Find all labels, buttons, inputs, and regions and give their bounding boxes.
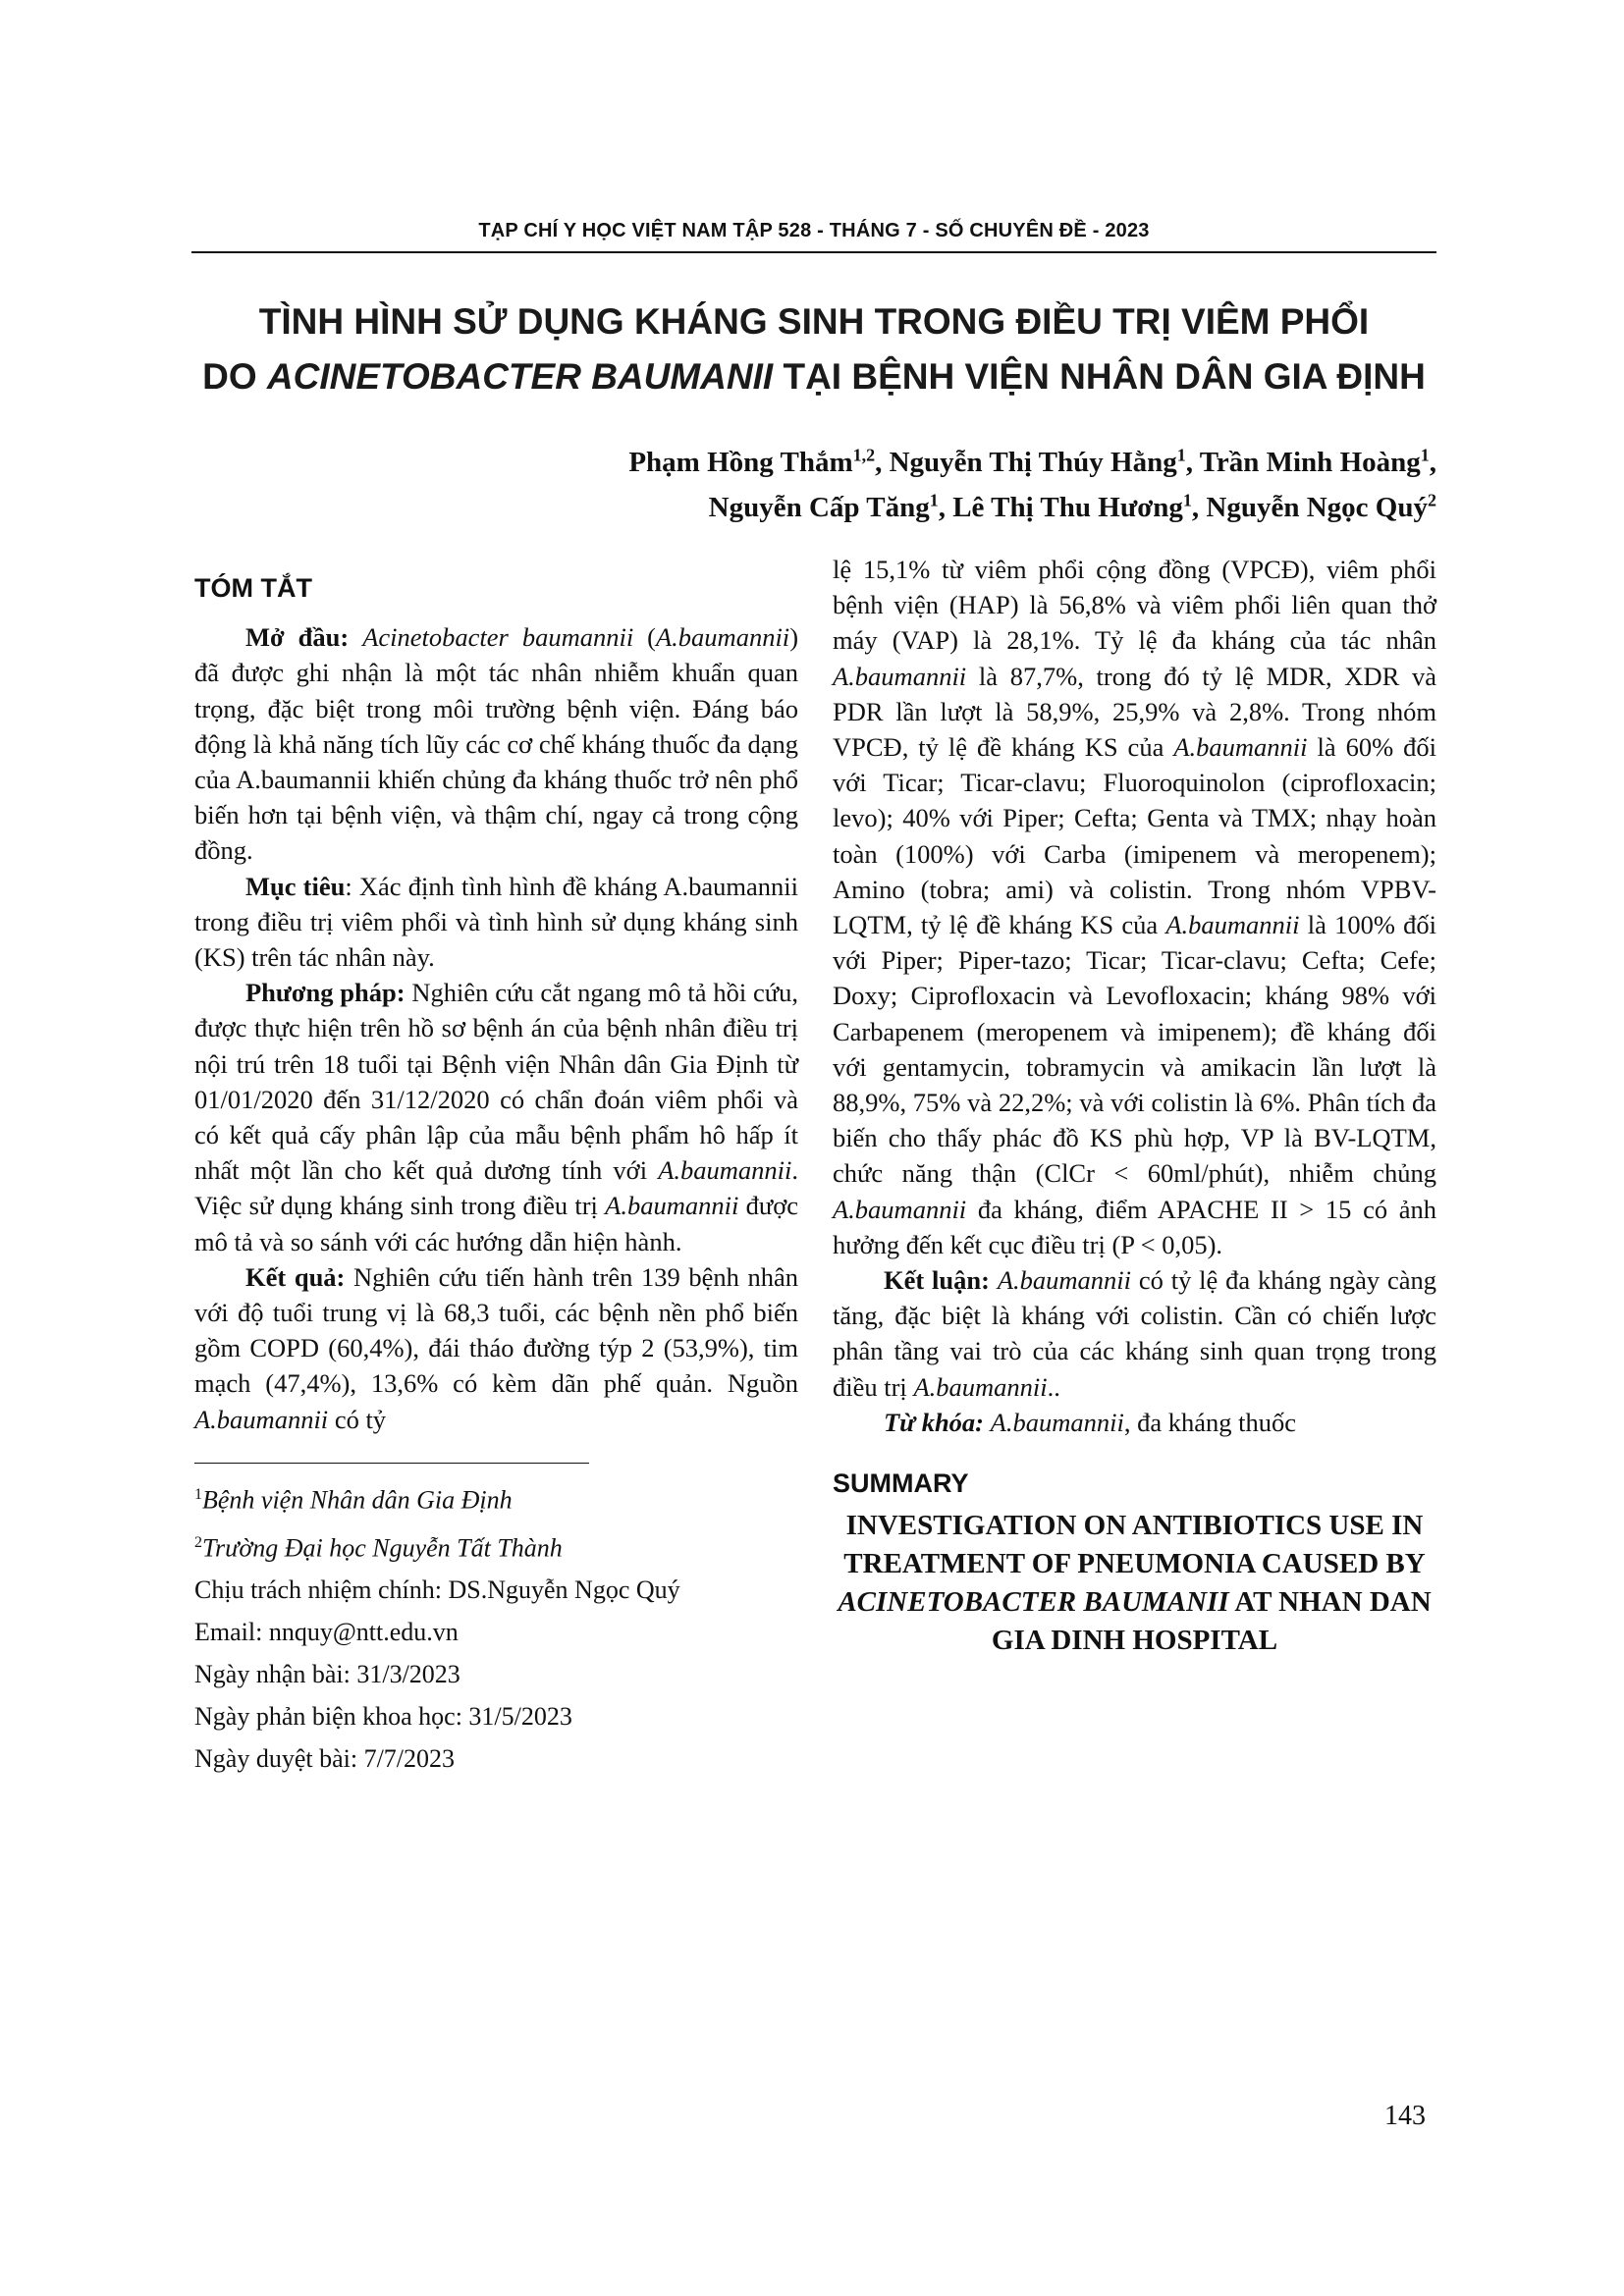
text-run (990, 1265, 998, 1295)
affil-1-text: Bệnh viện Nhân dân Gia Định (202, 1485, 513, 1515)
methods-text (194, 978, 798, 1255)
footnote-affil-1 (194, 1473, 798, 1522)
intro-paragraph (194, 619, 798, 868)
text-run: là 87,7%, trong đó tỷ lệ MDR, XDR và PDR lần lượt là 58,9%, 25,9% và 2,8%. Trong nhóm VPCĐ, tỷ lệ đề kháng KS của (833, 661, 1436, 763)
italic-term: A.baumannii (1165, 910, 1300, 940)
italic-term: A.baumannii (1173, 732, 1308, 763)
italic-term: A.baumannii (833, 661, 967, 691)
author-affil-sup: 1 (929, 490, 939, 510)
affil-1-sup: 1 (194, 1485, 202, 1503)
footnote-reviewed: Ngày phản biện khoa học: 31/5/2023 (194, 1702, 572, 1732)
affil-2-sup: 2 (194, 1533, 202, 1551)
title-line-2 (191, 349, 1436, 404)
keywords-paragraph (833, 1405, 1436, 1440)
italic-term: A.baumannii (833, 1194, 967, 1224)
author-affil-sup: 1 (1176, 445, 1186, 465)
text-run: lệ 15,1% từ viêm phổi cộng đồng (VPCĐ), viêm phổi bệnh viện (HAP) là 56,8% và viêm phổi liên quan thở máy (VAP) là 28,1%. Tỷ lệ đa kháng của tác nhân (833, 555, 1436, 656)
keywords-text (984, 1408, 1296, 1437)
author-affil-sup: 1 (1420, 445, 1430, 465)
intro-label: Mở đầu: (245, 622, 350, 653)
text-run: là 60% đối với Ticar; Ticar-clavu; Fluoroquinolon (ciprofloxacin; levo); 40% với Piper; Cefta; Genta và TMX; nhạy hoàn toàn (100%) với Carba (imipenem và meropenem); Amino (tobra; ami) và colistin. Trong nhóm VPBV-LQTM, tỷ lệ đề kháng KS của (833, 732, 1436, 940)
results-paragraph (194, 1259, 798, 1437)
left-column (194, 555, 798, 1780)
author-name: Nguyễn Thị Thúy Hằng (889, 447, 1177, 478)
text-run: có tỷ lệ đa kháng ngày càng tăng, đặc biệt là kháng với colistin. Cần có chiến lược phân tầng vai trò của các kháng sinh quan trọng trong điều trị (833, 1265, 1437, 1402)
intro-text (194, 622, 798, 865)
author-name: Nguyễn Cấp Tăng (708, 492, 930, 523)
text-run: , đa kháng thuốc (1123, 1407, 1296, 1437)
article-title (191, 294, 1436, 404)
italic-term: A.baumannii (997, 1265, 1132, 1296)
title-line-2-post: TẠI BỆNH VIỆN NHÂN DÂN GIA ĐỊNH (773, 356, 1426, 397)
author-affil-sup: 1,2 (852, 445, 876, 465)
conclusion-label: Kết luận: (884, 1265, 990, 1296)
author-separator: , (1429, 447, 1436, 478)
author-separator: , (1191, 492, 1207, 523)
text-run: là 100% đối với Piper; Piper-tazo; Ticar; Ticar-clavu; Cefta; Cefe; Doxy; Ciprofloxacin và Levofloxacin; kháng 98% với Carbapenem (meropenem và imipenem); đề kháng đối với gentamycin, tobramycin và amikacin lần lượt là 88,9%, 75% và 22,2%; và với colistin là 6%. Phân tích đa biến cho thấy phác đồ KS phù hợp, VP là BV-LQTM, chức năng thận (ClCr < 60ml/phút), nhiễm chủng (833, 910, 1436, 1189)
italic-term: Acinetobacter baumannii (362, 622, 634, 653)
italic-term: A.baumannii (913, 1371, 1048, 1402)
results-continued (833, 552, 1436, 1262)
author-affil-sup: 2 (1428, 490, 1436, 510)
right-column (833, 552, 1436, 1660)
italic-term: A.baumannii (605, 1191, 739, 1221)
text-run: đa kháng, điểm APACHE II > 15 có ảnh hưởng đến kết cục điều trị (P < 0,05). (833, 1194, 1436, 1259)
author-separator: , (875, 447, 890, 478)
text-run: được mô tả và so sánh với các hướng dẫn hiện hành. (194, 1191, 798, 1256)
text-run: có tỷ (328, 1404, 387, 1434)
text-run: INVESTIGATION ON ANTIBIOTICS USE IN TREATMENT OF PNEUMONIA CAUSED BY (843, 1510, 1426, 1580)
objective-label: Mục tiêu (245, 871, 346, 901)
italic-term: ACINETOBACTER BAUMANII (838, 1586, 1229, 1619)
footnote-corresponding: Chịu trách nhiệm chính: DS.Nguyễn Ngọc Quý (194, 1575, 680, 1605)
author-name: Phạm Hồng Thắm (628, 447, 853, 478)
page-number: 143 (1384, 2101, 1426, 2131)
author-list (191, 440, 1436, 530)
italic-term: A.baumannii (990, 1407, 1124, 1437)
author-affil-sup: 1 (1182, 490, 1192, 510)
title-line-2-pre: DO (202, 356, 267, 397)
author-name: Lê Thị Thu Hương (952, 492, 1183, 523)
text-run: AT NHAN DAN GIA DINH HOSPITAL (991, 1586, 1432, 1657)
author-line-2 (191, 485, 1436, 530)
keywords-label: Từ khóa: (884, 1407, 985, 1437)
header-rule (191, 251, 1436, 253)
methods-paragraph (194, 975, 798, 1259)
objective-paragraph (194, 869, 798, 976)
results-label: Kết quả: (245, 1261, 346, 1292)
author-name: Nguyễn Ngọc Quý (1206, 492, 1428, 523)
methods-label: Phương pháp: (245, 978, 406, 1008)
conclusion-paragraph (833, 1262, 1436, 1405)
english-title (833, 1507, 1436, 1660)
title-line-2-italic: ACINETOBACTER BAUMANII (266, 356, 774, 397)
text-run (984, 1408, 991, 1437)
summary-heading: SUMMARY (833, 1468, 969, 1499)
footnote-accepted: Ngày duyệt bài: 7/7/2023 (194, 1744, 456, 1774)
footnote-rule (194, 1463, 589, 1464)
italic-term: A.baumannii (656, 622, 790, 653)
italic-term: A.baumannii (194, 1404, 329, 1434)
text-run: Nghiên cứu cắt ngang mô tả hồi cứu, được thực hiện trên hồ sơ bệnh án của bệnh nhân điều trị nội trú trên 18 tuổi tại Bệnh viện Nhân dân Gia Định từ 01/01/2020 đến 31/12/2020 có chẩn đoán viêm phổi và có kết quả cấy phân lập của mẫu bệnh phẩm hô hấp ít nhất một lần cho kết quả dương tính với (194, 978, 798, 1186)
title-line-1: TÌNH HÌNH SỬ DỤNG KHÁNG SINH TRONG ĐIỀU TRỊ VIÊM PHỔI (258, 301, 1370, 342)
text-run: ( (633, 622, 656, 653)
footnote-received: Ngày nhận bài: 31/3/2023 (194, 1660, 460, 1689)
abstract-heading: TÓM TẮT (194, 573, 312, 603)
author-line-1 (191, 440, 1436, 485)
author-separator: , (938, 492, 953, 523)
footnote-email: Email: nnquy@ntt.edu.vn (194, 1618, 459, 1647)
author-name: Trần Minh Hoàng (1199, 447, 1421, 478)
affil-2-text: Trường Đại học Nguyễn Tất Thành (202, 1533, 563, 1563)
author-separator: , (1185, 447, 1200, 478)
text-run: Nghiên cứu tiến hành trên 139 bệnh nhân với độ tuổi trung vị là 68,3 tuổi, các bệnh nền phổ biến gồm COPD (60,4%), đái tháo đường týp 2 (53,9%), tim mạch (47,4%), 13,6% có kèm dãn phế quản. Nguồn (194, 1261, 799, 1399)
text-run: .. (1047, 1371, 1060, 1402)
italic-term: A.baumannii (658, 1155, 792, 1186)
text-run (349, 622, 362, 652)
journal-header: TẠP CHÍ Y HỌC VIỆT NAM TẬP 528 - THÁNG 7 - SỐ CHUYÊN ĐỀ - 2023 (478, 220, 1150, 241)
text-run: ) đã được ghi nhận là một tác nhân nhiễm khuẩn quan trọng, đặc biệt trong môi trường bệnh viện. Đáng báo động là khả năng tích lũy các cơ chế kháng thuốc đa dạng của A.baumannii khiến chủng đa kháng thuốc trở nên phổ biến hơn tại bệnh viện, và thậm chí, ngay cả trong cộng đồng. (194, 622, 799, 866)
text-run: . Việc sử dụng kháng sinh trong điều trị (194, 1155, 798, 1221)
objective-text: : Xác định tình hình đề kháng A.baumannii trong điều trị viêm phổi và tình hình sử dụng kháng sinh (KS) trên tác nhân này. (194, 871, 798, 973)
footnote-affil-2 (194, 1522, 798, 1570)
